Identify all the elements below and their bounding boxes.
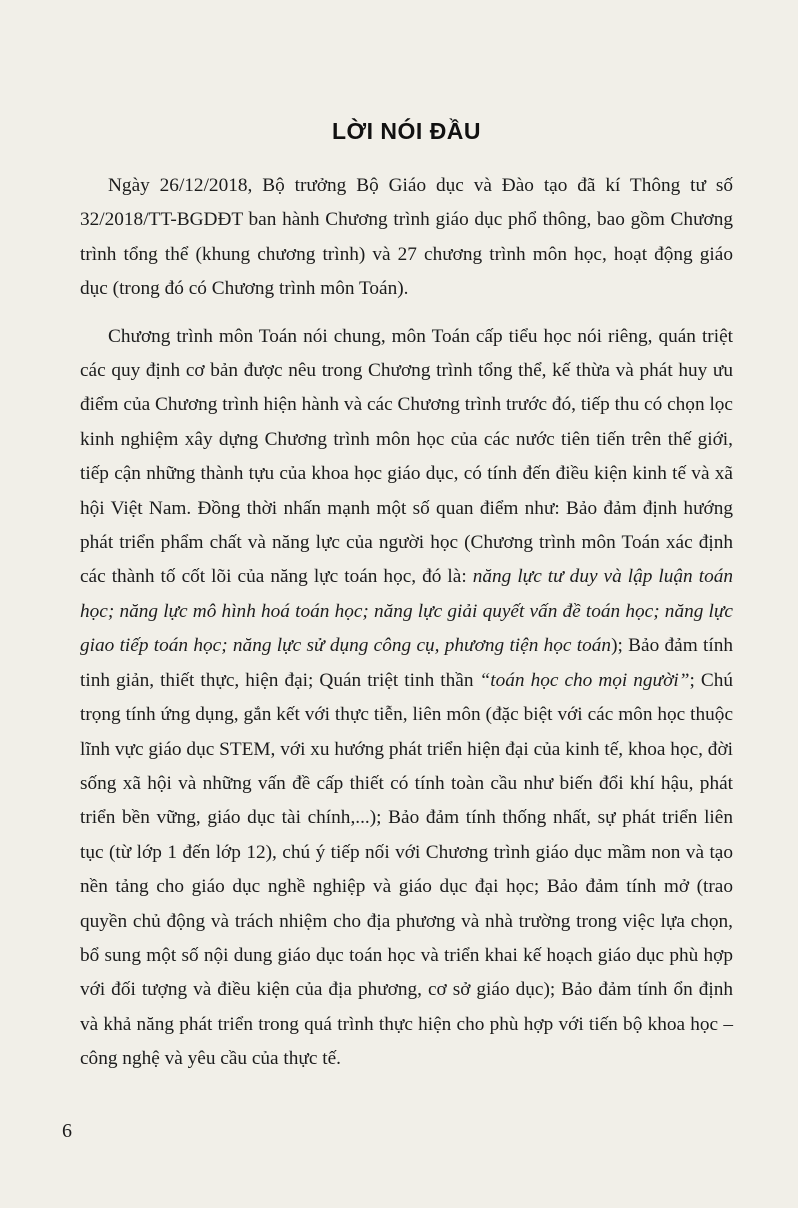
math-competencies-italic: năng lực tư duy và lập luận toán học; năng lực mô hình hoá toán học; năng lực giải quyết vấn đề toán học; năng lực giao tiếp toán học; năng lực sử dụng công cụ, phương tiện học toán — [80, 566, 734, 657]
page-title: LỜI NÓI ĐẦU — [331, 118, 482, 144]
paragraph-1: Ngày 26/12/2018, Bộ trưởng Bộ Giáo dục và Đào tạo đã kí Thông tư số 32/2018/TT-BGDĐT ban hành Chương trình giáo dục phổ thông, bao gồm Chương trình tổng thể (khung chương trình) và 27 chương trình môn học, hoạt động giáo dục (trong đó có Chương trình môn Toán). — [80, 175, 733, 300]
paragraph-2-text-a: Chương trình môn Toán nói chung, môn Toán cấp tiểu học nói riêng, quán triệt các quy định cơ bản được nêu trong Chương trình tổng thể, kế thừa và phát huy ưu điểm của Chương trình hiện hành và các Chương trình trước đó, tiếp thu có chọn lọc kinh nghiệm xây dựng Chương trình môn học của các nước tiên tiến trên thế giới, tiếp cận những thành tựu của khoa học giáo dục, có tính đến điều kiện kinh tế và xã hội Việt Nam. Đồng thời nhấn mạnh một số quan điểm như: Bảo đảm định hướng phát triển phẩm chất và năng lực của người học (Chương trình môn Toán xác định các thành tố cốt lõi của năng lực toán học, đó là: — [80, 325, 733, 588]
paragraph-2 — [80, 320, 733, 1077]
paragraph-2-text-b: ); Bảo đảm tính tinh giản, thiết thực, hiện đại; Quán triệt tinh thần — [80, 635, 733, 691]
document-page — [80, 0, 733, 1077]
body-text — [80, 169, 733, 1077]
paragraph-2-text-c: ; Chú trọng tính ứng dụng, gắn kết với thực tiễn, liên môn (đặc biệt với các môn học thuộc lĩnh vực giáo dục STEM, với xu hướng phát triển hiện đại của kinh tế, khoa học, đời sống xã hội và những vấn đề cấp thiết có tính toàn cầu như biến đổi khí hậu, phát triển bền vững, giáo dục tài chính,...); Bảo đảm tính thống nhất, sự phát triển liên tục (từ lớp 1 đến lớp 12), chú ý tiếp nối với Chương trình giáo dục mầm non và tạo nền tảng cho giáo dục nghề nghiệp và giáo dục đại học; Bảo đảm tính mở (trao quyền chủ động và trách nhiệm cho địa phương và nhà trường trong việc lựa chọn, bổ sung một số nội dung giáo dục toán học và triển khai kế hoạch giáo dục phù hợp với đối tượng và điều kiện của địa phương, cơ sở giáo dục); Bảo đảm tính ổn định và khả năng phát triển trong quá trình thực hiện cho phù hợp với tiến bộ khoa học – công nghệ và yêu cầu của thực tế. — [80, 669, 733, 1070]
page-number: 6 — [62, 1120, 72, 1142]
math-for-everyone-italic: “toán học cho mọi người” — [479, 669, 690, 691]
